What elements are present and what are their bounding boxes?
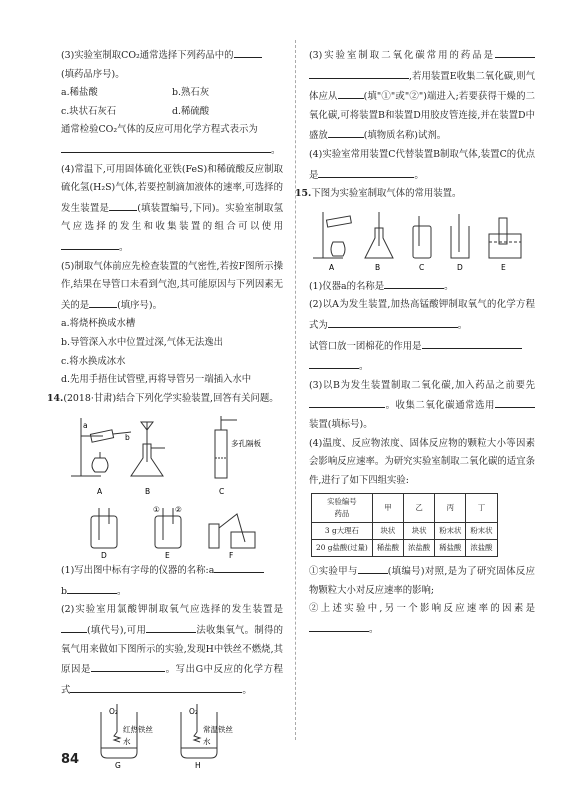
bottle-g bbox=[101, 712, 137, 758]
table-cell: 浓盐酸 bbox=[404, 540, 435, 557]
table-row bbox=[312, 523, 498, 540]
answer-blank[interactable] bbox=[89, 295, 117, 308]
label-port-2: ② bbox=[175, 505, 182, 515]
q3-options-row-2 bbox=[61, 103, 283, 122]
option-b: b.熟石灰 bbox=[172, 87, 210, 99]
label-E: E bbox=[165, 551, 170, 561]
label-cold-wire: 常温铁丝 bbox=[203, 725, 233, 735]
answer-blank[interactable] bbox=[328, 315, 458, 328]
table-cell: 稀盐酸 bbox=[372, 540, 403, 557]
answer-blank[interactable] bbox=[214, 560, 264, 573]
label-o2-h: O₂ bbox=[189, 707, 198, 717]
q3-blank-line: 。 bbox=[61, 140, 283, 161]
tube-f bbox=[209, 524, 219, 548]
table-header-row bbox=[312, 494, 498, 523]
right-column bbox=[295, 45, 535, 640]
q15-2a: (2)以A为发生装置,加热高锰酸钾制取氧气的化学方程式为 。 bbox=[309, 299, 535, 331]
label-H: H bbox=[195, 761, 201, 769]
column-divider bbox=[295, 40, 296, 740]
q4-text: (4)常温下,可用固体硫化亚铁(FeS)和稀硫酸反应制取硫化氢(H₂S)气体,若要控制滴加液体的速率,可选择的发生装置是 (填装置编号,下同)。实验室制取氢气应选择的发生和收集装置的组合可以使用。 bbox=[61, 163, 283, 253]
iron-wire-figure bbox=[61, 702, 283, 768]
label-C: C bbox=[419, 262, 425, 272]
q3-stem: (3)实验室制取CO₂通常选择下列药品中的 bbox=[61, 45, 283, 66]
alcohol-burner bbox=[92, 458, 108, 472]
q5-option-a: a.将烧杯换成水槽 bbox=[61, 318, 136, 330]
q14-2: (2)实验室用氯酸钾制取氧气应选择的发生装置是(填代号),可用 法收集氧气。制得的氧气用来做如下图所示的实验,发现H中铁丝不燃烧,其原因是 。写出G中反应的化学方程式 。 bbox=[61, 604, 283, 696]
q15-2c: 。 bbox=[309, 356, 535, 377]
bottle-e bbox=[155, 516, 181, 548]
answer-blank[interactable] bbox=[61, 140, 271, 153]
answer-blank[interactable] bbox=[495, 395, 535, 408]
answer-blank[interactable] bbox=[384, 276, 444, 289]
answer-blank[interactable] bbox=[495, 45, 535, 58]
answer-blank[interactable] bbox=[309, 66, 409, 79]
answer-blank[interactable] bbox=[234, 45, 262, 58]
label-A: A bbox=[329, 262, 335, 272]
apparatus-figure-2 bbox=[61, 504, 283, 560]
apparatus-figure-3 bbox=[309, 206, 535, 276]
answer-blank[interactable] bbox=[146, 620, 196, 633]
test-tube-c bbox=[215, 430, 227, 478]
q5-text: (5)制取气体前应先检查装置的气密性,若按F图所示操作,结果在导管口未看到气泡,其可能原因与下列因素无关的是 (填序号)。 bbox=[61, 260, 283, 311]
answer-blank[interactable] bbox=[358, 561, 388, 574]
q14-1b: b 。 bbox=[61, 581, 283, 602]
room-temp-iron-wire bbox=[194, 732, 200, 742]
q3-note: (填药品序号)。 bbox=[61, 68, 125, 80]
label-B: B bbox=[375, 262, 381, 272]
label-A: A bbox=[97, 487, 103, 497]
table-header: 甲 bbox=[372, 494, 403, 523]
r3: (3)实验室制取二氧化碳常用的药品是,若用装置E收集二氧化碳,则气体应从 (填"①"或"②")端进入;若要获得干燥的二氧化碳,可将装置B和装置D用胶皮管连接,并在装置D中盛放 (填物质名称)试剂。 bbox=[309, 45, 535, 146]
label-port-1: ① bbox=[153, 505, 160, 515]
answer-blank[interactable] bbox=[309, 619, 369, 632]
q14-stem: 14.(2018·甘肃)结合下列化学实验装置,回答有关问题。 bbox=[47, 392, 279, 404]
table-row bbox=[312, 540, 498, 557]
table-cell: 粉末状 bbox=[466, 523, 497, 540]
table-cell: 浓盐酸 bbox=[466, 540, 497, 557]
answer-blank[interactable] bbox=[61, 237, 119, 250]
answer-blank[interactable] bbox=[109, 198, 137, 211]
q14-1: (1)写出图中标有字母的仪器的名称:a bbox=[61, 560, 283, 581]
answer-blank[interactable] bbox=[309, 356, 359, 369]
bottle-h bbox=[181, 712, 217, 758]
answer-blank[interactable] bbox=[338, 86, 364, 99]
table-row-label: 20 g盐酸(过量) bbox=[312, 540, 373, 557]
option-a: a.稀盐酸 bbox=[61, 87, 98, 99]
q3-detect: 通常检验CO₂气体的反应可用化学方程式表示为 bbox=[61, 124, 258, 136]
label-F: F bbox=[229, 551, 234, 561]
answer-blank[interactable] bbox=[309, 395, 385, 408]
q3-options-row-1 bbox=[61, 84, 283, 103]
q15-4: (4)温度、反应物浓度、固体反应物的颗粒大小等因素会影响反应速率。为研究实验室制取二氧化碳的适宜条件,进行了如下四组实验: bbox=[309, 437, 535, 486]
table-corner: 实验编号 药品 bbox=[312, 494, 373, 523]
q15-3: (3)以B为发生装置制取二氧化碳,加入药品之前要先。收集二氧化碳通常选用装置(填标号)。 bbox=[309, 379, 535, 430]
label-perforated-plate: 多孔隔板 bbox=[231, 439, 261, 449]
q15-1: (1)仪器a的名称是 。 bbox=[309, 276, 535, 297]
label-C: C bbox=[219, 487, 225, 497]
table-cell: 粉末状 bbox=[435, 523, 466, 540]
q15-4-1: ①实验甲与 (填编号)对照,是为了研究固体反应物颗粒大小对反应速率的影响; bbox=[309, 561, 535, 600]
table-row-label: 3 g大理石 bbox=[312, 523, 373, 540]
label-water-h: 水 bbox=[203, 737, 211, 747]
answer-blank[interactable] bbox=[70, 680, 242, 693]
answer-blank[interactable] bbox=[67, 581, 117, 594]
answer-blank[interactable] bbox=[422, 336, 522, 349]
label-water-g: 水 bbox=[123, 737, 131, 747]
label-B: B bbox=[145, 487, 151, 497]
label-hot-wire: 红热铁丝 bbox=[123, 725, 153, 735]
q15-stem: 15.下图为实验室制取气体的常用装置。 bbox=[295, 188, 462, 200]
apparatus-figure-1 bbox=[61, 410, 283, 502]
r4: (4)实验室常用装置C代替装置B制取气体,装置C的优点是 。 bbox=[309, 148, 535, 181]
q5-option-c: c.将水换成冰水 bbox=[61, 355, 126, 367]
table-header: 乙 bbox=[404, 494, 435, 523]
label-a: a bbox=[83, 421, 88, 431]
table-cell: 块状 bbox=[372, 523, 403, 540]
answer-blank[interactable] bbox=[91, 659, 165, 672]
answer-blank[interactable] bbox=[318, 165, 414, 178]
label-D: D bbox=[101, 551, 107, 561]
answer-blank[interactable] bbox=[61, 620, 87, 633]
label-G: G bbox=[115, 761, 121, 769]
q15-4-2: ②上述实验中,另一个影响反应速率的因素是。 bbox=[309, 603, 535, 636]
label-o2-g: O₂ bbox=[109, 707, 118, 717]
q15-2b: 试管口放一团棉花的作用是 bbox=[309, 336, 535, 357]
label-E: E bbox=[501, 262, 506, 272]
table-header: 丁 bbox=[466, 494, 497, 523]
label-D: D bbox=[457, 262, 463, 272]
option-c: c.块状石灰石 bbox=[61, 105, 117, 117]
left-column bbox=[47, 45, 283, 769]
burning-iron-wire bbox=[114, 732, 120, 742]
answer-blank[interactable] bbox=[328, 125, 364, 138]
option-d: d.稀硫酸 bbox=[172, 105, 210, 117]
table-cell: 块状 bbox=[404, 523, 435, 540]
table-header: 丙 bbox=[435, 494, 466, 523]
q5-option-b: b.导管深入水中位置过深,气体无法逸出 bbox=[61, 336, 223, 348]
experiment-table bbox=[311, 493, 498, 557]
label-b: b bbox=[125, 433, 130, 443]
q5-option-d: d.先用手捂住试管壁,再将导管另一端插入水中 bbox=[61, 374, 252, 386]
table-cell: 稀盐酸 bbox=[435, 540, 466, 557]
page-number: 84 bbox=[61, 752, 80, 767]
bottle-d bbox=[91, 516, 117, 548]
